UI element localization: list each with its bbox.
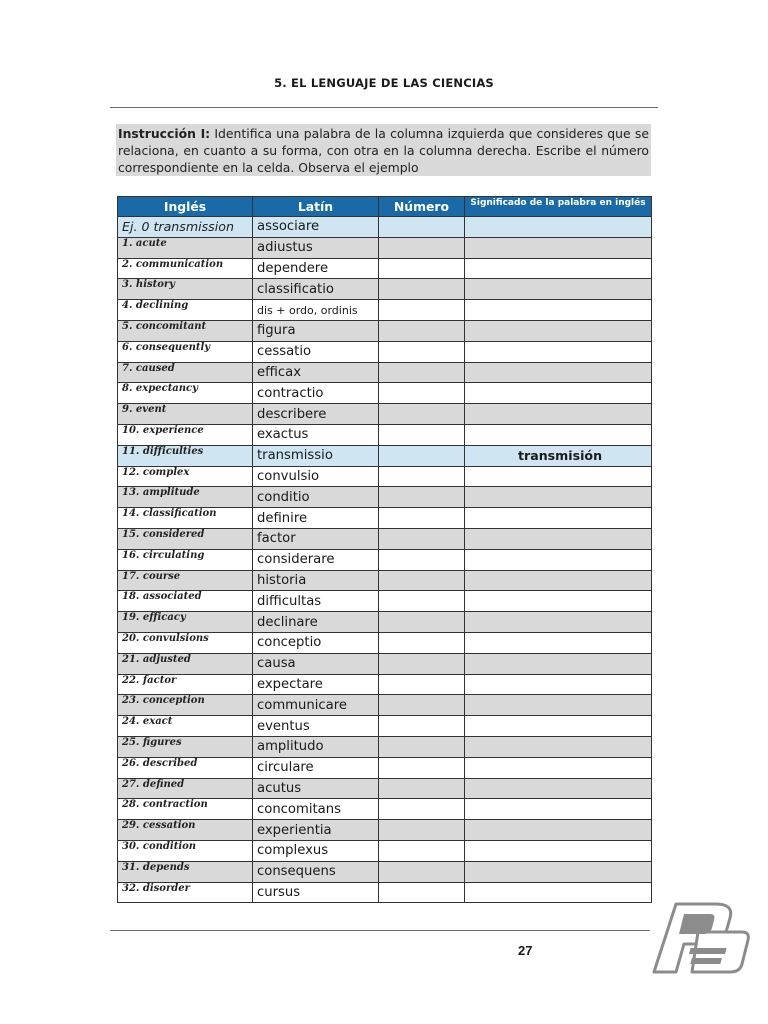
- number-cell[interactable]: [379, 861, 465, 882]
- table-row: [118, 778, 652, 799]
- meaning-cell[interactable]: [465, 217, 652, 238]
- publisher-logo-icon: [646, 898, 754, 978]
- english-term: 18. associated: [118, 591, 253, 612]
- english-term: 29. cessation: [118, 820, 253, 841]
- page-number: 27: [518, 943, 533, 958]
- table-row: [118, 279, 652, 300]
- english-term: 6. consequently: [118, 341, 253, 362]
- english-term: 4. declining: [118, 300, 253, 321]
- english-term: 9. event: [118, 404, 253, 425]
- latin-term: communicare: [253, 695, 379, 716]
- table-body: [118, 217, 652, 903]
- number-cell[interactable]: [379, 757, 465, 778]
- number-cell[interactable]: [379, 716, 465, 737]
- english-term: 14. classification: [118, 508, 253, 529]
- english-term: 13. amplitude: [118, 487, 253, 508]
- number-cell[interactable]: [379, 424, 465, 445]
- table-row: [118, 528, 652, 549]
- header-number: Número: [379, 197, 465, 217]
- table-row: [118, 424, 652, 445]
- latin-term: definire: [253, 508, 379, 529]
- vocabulary-table: [117, 196, 652, 903]
- meaning-cell[interactable]: [465, 362, 652, 383]
- table-row: [118, 612, 652, 633]
- meaning-cell[interactable]: [465, 237, 652, 258]
- number-cell[interactable]: [379, 736, 465, 757]
- table-row: [118, 466, 652, 487]
- instruction-text: Identifica una palabra de la columna izquierda que consideres que se relaciona, en cuanto a su forma, con otra en la columna derecha. Escribe el número correspondiente en la celda. Observa el ejemplo: [118, 126, 649, 175]
- latin-term: classificatio: [253, 279, 379, 300]
- table-row: [118, 716, 652, 737]
- meaning-cell[interactable]: [465, 424, 652, 445]
- number-cell[interactable]: [379, 632, 465, 653]
- table-row: [118, 799, 652, 820]
- table-header-row: [118, 197, 652, 217]
- number-cell[interactable]: [379, 279, 465, 300]
- table-row: [118, 237, 652, 258]
- meaning-cell[interactable]: [465, 341, 652, 362]
- number-cell[interactable]: [379, 882, 465, 903]
- table-row: [118, 362, 652, 383]
- latin-term: amplitudo: [253, 736, 379, 757]
- number-cell[interactable]: [379, 799, 465, 820]
- number-cell[interactable]: [379, 320, 465, 341]
- meaning-cell[interactable]: [465, 799, 652, 820]
- number-cell[interactable]: [379, 487, 465, 508]
- table-row: [118, 258, 652, 279]
- english-term: 32. disorder: [118, 882, 253, 903]
- latin-term: factor: [253, 528, 379, 549]
- meaning-cell[interactable]: [465, 716, 652, 737]
- header-latin: Latín: [253, 197, 379, 217]
- table-row: [118, 508, 652, 529]
- table-row: [118, 653, 652, 674]
- table-row: [118, 320, 652, 341]
- table-row: [118, 882, 652, 903]
- english-term: 8. expectancy: [118, 383, 253, 404]
- english-term: 24. exact: [118, 716, 253, 737]
- latin-term: contractio: [253, 383, 379, 404]
- meaning-cell[interactable]: [465, 549, 652, 570]
- latin-term: dis + ordo, ordinis: [253, 300, 379, 321]
- instruction-lead: Instrucción I:: [118, 126, 211, 141]
- latin-term: causa: [253, 653, 379, 674]
- table-row: [118, 820, 652, 841]
- table-row: [118, 757, 652, 778]
- latin-term: describere: [253, 404, 379, 425]
- english-term: 30. condition: [118, 840, 253, 861]
- number-cell[interactable]: [379, 466, 465, 487]
- meaning-cell[interactable]: [465, 279, 652, 300]
- english-term: 11. difficulties: [118, 445, 253, 466]
- number-cell[interactable]: [379, 612, 465, 633]
- meaning-cell[interactable]: [465, 528, 652, 549]
- table-row: [118, 591, 652, 612]
- meaning-cell[interactable]: [465, 736, 652, 757]
- english-term: 25. figures: [118, 736, 253, 757]
- latin-term: conditio: [253, 487, 379, 508]
- meaning-cell[interactable]: [465, 258, 652, 279]
- number-cell[interactable]: [379, 300, 465, 321]
- latin-term: conceptio: [253, 632, 379, 653]
- meaning-cell[interactable]: [465, 674, 652, 695]
- table-row: [118, 217, 652, 238]
- latin-term: difficultas: [253, 591, 379, 612]
- english-term: 23. conception: [118, 695, 253, 716]
- number-cell[interactable]: [379, 674, 465, 695]
- latin-term: complexus: [253, 840, 379, 861]
- meaning-cell[interactable]: [465, 508, 652, 529]
- meaning-cell[interactable]: [465, 861, 652, 882]
- latin-term: figura: [253, 320, 379, 341]
- meaning-cell[interactable]: [465, 591, 652, 612]
- english-term: 16. circulating: [118, 549, 253, 570]
- latin-term: declinare: [253, 612, 379, 633]
- meaning-cell[interactable]: [465, 320, 652, 341]
- latin-term: associare: [253, 217, 379, 238]
- english-term: 5. concomitant: [118, 320, 253, 341]
- latin-term: exactus: [253, 424, 379, 445]
- meaning-cell[interactable]: [465, 695, 652, 716]
- meaning-cell[interactable]: [465, 466, 652, 487]
- meaning-cell[interactable]: [465, 820, 652, 841]
- latin-term: efficax: [253, 362, 379, 383]
- table-row: [118, 341, 652, 362]
- latin-term: cursus: [253, 882, 379, 903]
- meaning-cell[interactable]: [465, 840, 652, 861]
- english-term: 3. history: [118, 279, 253, 300]
- number-cell[interactable]: [379, 258, 465, 279]
- english-term: 1. acute: [118, 237, 253, 258]
- number-cell[interactable]: [379, 237, 465, 258]
- number-cell[interactable]: [379, 341, 465, 362]
- table-row: [118, 487, 652, 508]
- english-term: 21. adjusted: [118, 653, 253, 674]
- english-term: 20. convulsions: [118, 632, 253, 653]
- latin-term: historia: [253, 570, 379, 591]
- latin-term: concomitans: [253, 799, 379, 820]
- meaning-cell[interactable]: [465, 300, 652, 321]
- number-cell[interactable]: [379, 549, 465, 570]
- number-cell[interactable]: [379, 362, 465, 383]
- english-term: 19. efficacy: [118, 612, 253, 633]
- chapter-title: 5. EL LENGUAJE DE LAS CIENCIAS: [274, 76, 494, 90]
- number-cell[interactable]: [379, 217, 465, 238]
- number-cell[interactable]: [379, 695, 465, 716]
- english-term: Ej. 0 transmission: [118, 217, 253, 238]
- english-term: 26. described: [118, 757, 253, 778]
- table-row: [118, 570, 652, 591]
- english-term: 27. defined: [118, 778, 253, 799]
- english-term: 7. caused: [118, 362, 253, 383]
- top-divider: [110, 107, 658, 108]
- latin-term: expectare: [253, 674, 379, 695]
- number-cell[interactable]: [379, 445, 465, 466]
- latin-term: considerare: [253, 549, 379, 570]
- header-english: Inglés: [118, 197, 253, 217]
- number-cell[interactable]: [379, 383, 465, 404]
- meaning-cell[interactable]: [465, 778, 652, 799]
- table-row: [118, 632, 652, 653]
- english-term: 10. experience: [118, 424, 253, 445]
- meaning-cell[interactable]: [465, 383, 652, 404]
- latin-term: adiustus: [253, 237, 379, 258]
- latin-term: circulare: [253, 757, 379, 778]
- number-cell[interactable]: [379, 778, 465, 799]
- latin-term: dependere: [253, 258, 379, 279]
- english-term: 22. factor: [118, 674, 253, 695]
- table-row: [118, 383, 652, 404]
- table-row: [118, 404, 652, 425]
- number-cell[interactable]: [379, 653, 465, 674]
- english-term: 12. complex: [118, 466, 253, 487]
- instruction-box: [116, 124, 651, 176]
- latin-term: convulsio: [253, 466, 379, 487]
- english-term: 15. considered: [118, 528, 253, 549]
- number-cell[interactable]: [379, 591, 465, 612]
- table-row: [118, 445, 652, 466]
- latin-term: transmissio: [253, 445, 379, 466]
- latin-term: acutus: [253, 778, 379, 799]
- number-cell[interactable]: [379, 404, 465, 425]
- table-row: [118, 549, 652, 570]
- meaning-cell[interactable]: [465, 570, 652, 591]
- meaning-cell[interactable]: [465, 404, 652, 425]
- english-term: 31. depends: [118, 861, 253, 882]
- number-cell[interactable]: [379, 570, 465, 591]
- english-term: 2. communication: [118, 258, 253, 279]
- meaning-cell[interactable]: [465, 757, 652, 778]
- table-row: [118, 736, 652, 757]
- latin-term: cessatio: [253, 341, 379, 362]
- table-row: [118, 695, 652, 716]
- english-term: 17. course: [118, 570, 253, 591]
- latin-term: experientia: [253, 820, 379, 841]
- number-cell[interactable]: [379, 508, 465, 529]
- meaning-cell[interactable]: [465, 612, 652, 633]
- number-cell[interactable]: [379, 528, 465, 549]
- number-cell[interactable]: [379, 820, 465, 841]
- number-cell[interactable]: [379, 840, 465, 861]
- meaning-cell[interactable]: transmisión: [465, 445, 652, 466]
- meaning-cell[interactable]: [465, 487, 652, 508]
- table-row: [118, 674, 652, 695]
- meaning-cell[interactable]: [465, 632, 652, 653]
- header-meaning: Significado de la palabra en inglés: [465, 197, 652, 217]
- latin-term: eventus: [253, 716, 379, 737]
- meaning-cell[interactable]: [465, 653, 652, 674]
- meaning-cell[interactable]: [465, 882, 652, 903]
- bottom-divider: [110, 930, 650, 931]
- latin-term: consequens: [253, 861, 379, 882]
- table-row: [118, 300, 652, 321]
- english-term: 28. contraction: [118, 799, 253, 820]
- table-row: [118, 861, 652, 882]
- table-row: [118, 840, 652, 861]
